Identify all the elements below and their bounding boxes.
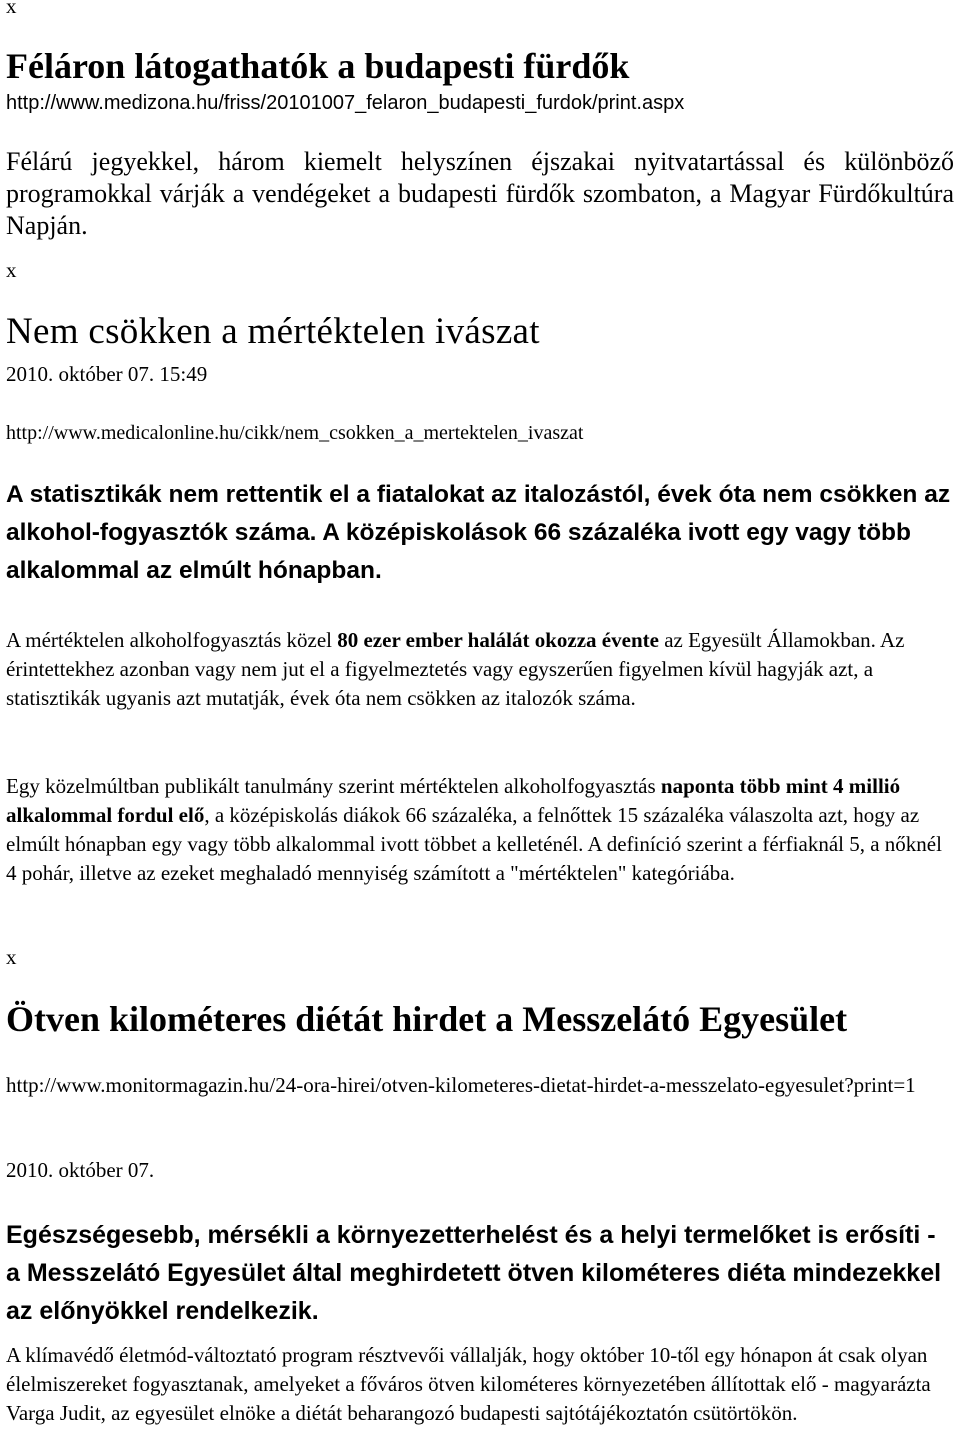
paragraph-text: , a középiskolás diákok 66 százaléka, a felnőttek 15 százaléka válaszolta azt, hogy az elmúlt hónapban egy vagy több alkalommal ivott többet a kelleténél. A definíció szerint a férfiaknál 5, a nőknél 4 pohár, illetve az ezeket meghaladó mennyiség számított a "mértéktelen" kategóriába. bbox=[6, 803, 942, 885]
article-paragraph: A klímavédő életmód-változtató program résztvevői vállalják, hogy október 10-től egy hónapon át csak olyan élelmiszereket fogyasztanak, amelyeket a főváros ötven kilométeres környezetében állítottak elő - magyarázta Varga Judit, az egyesület elnöke a diétát beharangozó budapesti sajtótájékoztatón csütörtökön. bbox=[6, 1343, 931, 1425]
article-lead: Egészségesebb, mérsékli a környezetterhelést és a helyi termelőket is erősíti - a Messzelátó Egyesület által meghirdetett ötven kilométeres diéta mindezekkel az előnyökkel rendelkezik. bbox=[6, 1221, 942, 1325]
article-lead: A statisztikák nem rettentik el a fiatalokat az italozástól, évek óta nem csökken az alkohol-fogyasztók száma. A középiskolások 66 százaléka ivott egy vagy több alkalommal az elmúlt hónapban. bbox=[6, 481, 951, 584]
paragraph-text: Egy közelmúltban publikált tanulmány szerint mértéktelen alkoholfogyasztás bbox=[6, 774, 661, 798]
article-paragraph bbox=[6, 772, 951, 888]
section-marker: x bbox=[6, 945, 17, 969]
article-lead: Félárú jegyekkel, három kiemelt helyszínen éjszakai nyitvatartással és különböző programokkal várják a vendégeket a budapesti fürdők szombaton, a Magyar Fürdőkultúra Napján. bbox=[6, 147, 954, 240]
article-url[interactable]: http://www.monitormagazin.hu/24-ora-hirei/otven-kilometeres-dietat-hirdet-a-messzelato-egyesulet?print=1 bbox=[6, 1073, 916, 1097]
article-title: Féláron látogathatók a budapesti fürdők bbox=[6, 46, 630, 86]
paragraph-emphasis: naponta több mint 4 millió alkalommal fordul elő bbox=[6, 774, 901, 827]
paragraph-emphasis: 80 ezer ember halálát okozza évente bbox=[337, 628, 659, 652]
article-date: 2010. október 07. bbox=[6, 1158, 155, 1182]
article-url[interactable]: http://www.medicalonline.hu/cikk/nem_csokken_a_mertektelen_ivaszat bbox=[6, 422, 584, 444]
article-date: 2010. október 07. 15:49 bbox=[6, 362, 208, 386]
section-marker: x bbox=[6, 258, 17, 282]
paragraph-text: A mértéktelen alkoholfogyasztás közel bbox=[6, 628, 338, 652]
article-title: Nem csökken a mértéktelen ivászat bbox=[6, 311, 540, 352]
paragraph-text: az Egyesült Államokban. Az érintettekhez azonban vagy nem jut el a figyelmeztetés vagy egyszerűen figyelmen kívül hagyják azt, a statisztikák ugyanis azt mutatják, évek óta nem csökken az italozók száma. bbox=[6, 628, 905, 710]
article-title: Ötven kilométeres diétát hirdet a Messzelátó Egyesület bbox=[6, 999, 848, 1039]
article-url[interactable]: http://www.medizona.hu/friss/20101007_felaron_budapesti_furdok/print.aspx bbox=[6, 92, 685, 114]
article-paragraph bbox=[6, 626, 951, 713]
section-marker: x bbox=[6, 0, 17, 18]
